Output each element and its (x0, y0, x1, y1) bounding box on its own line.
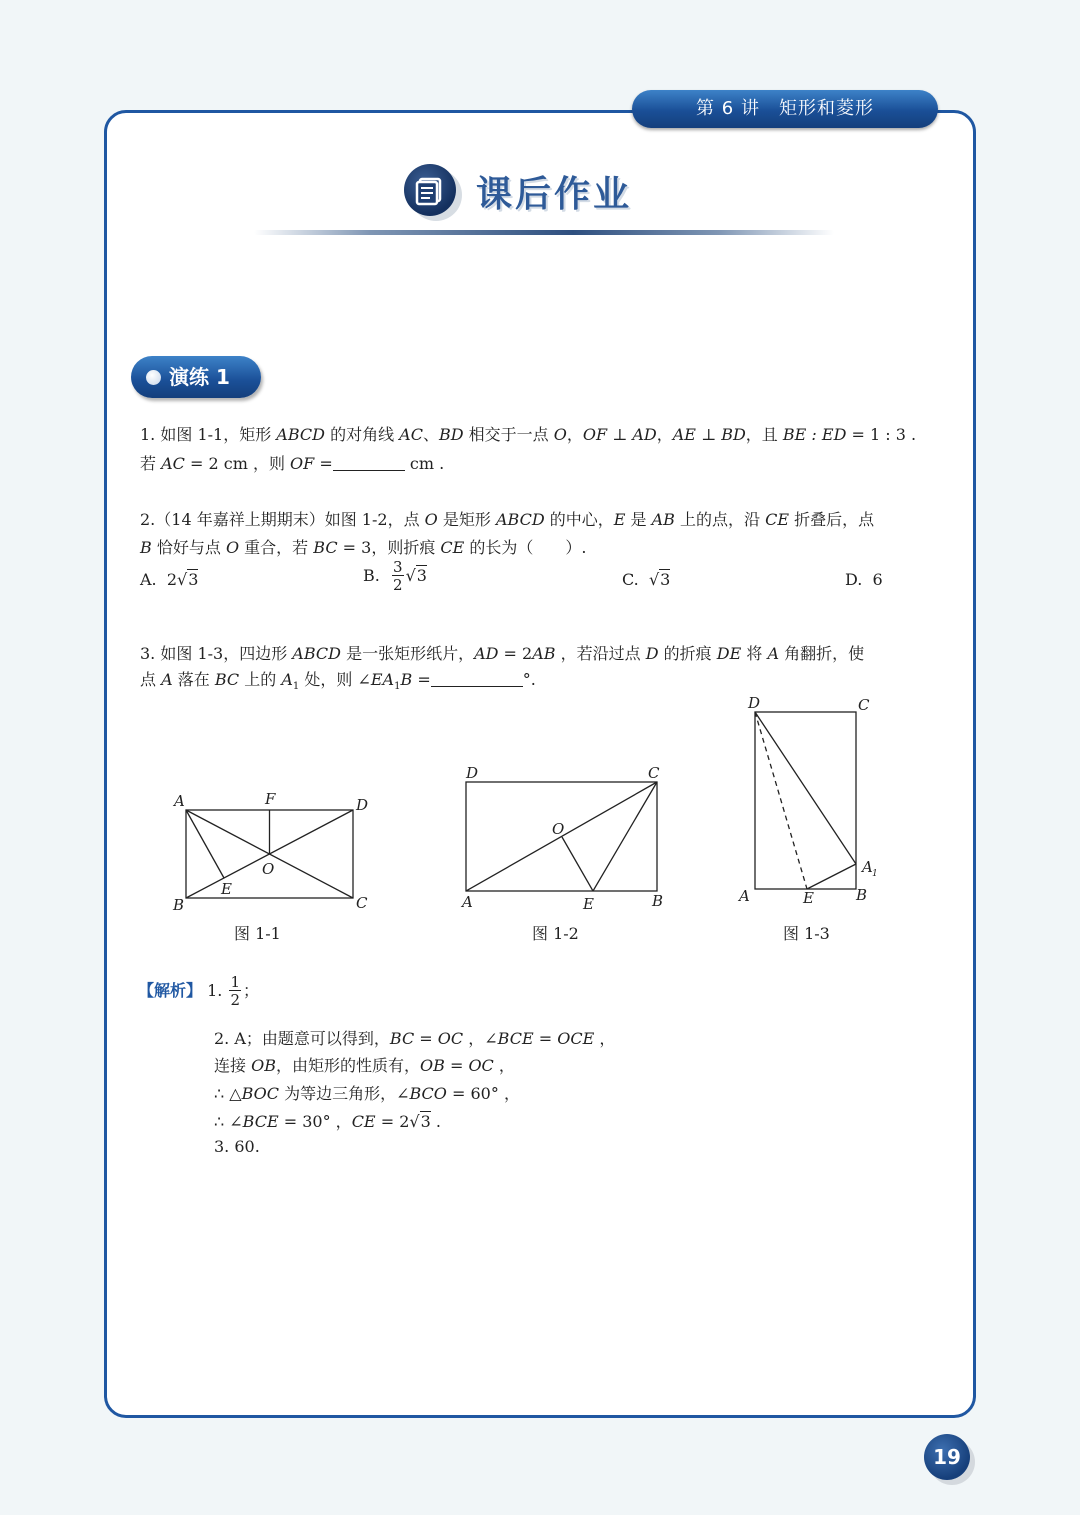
answer-text: ， (594, 1029, 616, 1048)
fig3-caption: 图 1-3 (783, 924, 830, 943)
q2-text: 恰好与点 (151, 538, 226, 557)
fig3-crease-de (755, 712, 807, 889)
q3-text: 将 (741, 644, 768, 663)
answer-text: ∴ △ (214, 1084, 242, 1103)
analysis-tag: 【解析】 (138, 981, 203, 1000)
answer-math: BC (389, 1029, 415, 1048)
q3-math: A (281, 670, 293, 689)
q1-text: = 2 cm ，则 (184, 454, 291, 473)
answer-text: = 30° ， (278, 1112, 352, 1131)
q1-math: OF (290, 454, 315, 473)
q3-text: 上的 (239, 670, 282, 689)
answer-math: BOC (241, 1084, 279, 1103)
q2-text: 是矩形 (437, 510, 496, 529)
q1-math: AC (161, 454, 185, 473)
fig3-segment-da1 (755, 712, 856, 864)
fraction-denominator: 2 (393, 576, 403, 594)
answer-math: BCO (409, 1084, 447, 1103)
fig2-label-a: A (462, 893, 473, 911)
q3-text: ，若沿过点 (555, 644, 646, 663)
option-radicand: 3 (660, 570, 671, 589)
answer-2-line4: ∴ ∠BCE = 30° ，CE = 2√3 . (214, 1112, 441, 1131)
q1-math: BE : ED (782, 425, 847, 444)
q2-option-a: A. 2√3 (140, 570, 199, 589)
q1-math: AE ⊥ BD (672, 425, 746, 444)
q2-text: 是 (625, 510, 652, 529)
q1-text: 若 (140, 454, 162, 473)
option-radicand: 3 (188, 570, 199, 589)
q3-text: = 2 (498, 644, 533, 663)
q3-math: A (767, 644, 780, 663)
q3-text: 点 (140, 670, 162, 689)
fig3-label-b: B (856, 886, 868, 904)
q2-line1 (140, 507, 874, 530)
fig3-label-a1: A (862, 858, 873, 876)
answer-math: BCE (497, 1029, 534, 1048)
q1-text: 、 (422, 425, 439, 444)
q2-math: B (140, 538, 152, 557)
answer-fraction (229, 975, 241, 1008)
answer-text: = (414, 1029, 438, 1048)
q1-text: ， (656, 425, 673, 444)
answer-3: 3. 60. (214, 1137, 260, 1156)
option-label: C. (622, 570, 639, 589)
answer-math: OB (419, 1056, 445, 1075)
answer-math: CE (351, 1112, 376, 1131)
fig2-label-o: O (552, 820, 565, 838)
q1-math: AC (399, 425, 423, 444)
q3-math: AB (532, 644, 556, 663)
answer-text: ， (493, 1056, 515, 1075)
option-label: B. (363, 566, 380, 585)
q1-text: = 1 : 3 . (846, 425, 917, 444)
book-icon (404, 164, 456, 216)
page-title: 课后作业 (476, 174, 633, 215)
option-radicand: 3 (416, 566, 427, 585)
homework-icon (404, 164, 456, 216)
q3-math: ABCD (292, 644, 341, 663)
q2-text: 的长为（ ）. (464, 538, 587, 557)
fig1-caption: 图 1-1 (234, 924, 281, 943)
fig2-label-d: D (466, 764, 479, 782)
q3-math: DE (716, 644, 742, 663)
fig3-label-a: A (739, 887, 750, 905)
q3-subscript: 1 (394, 681, 401, 693)
answer-text: = (533, 1029, 558, 1048)
fraction-numerator: 1 (230, 973, 241, 991)
homework-title-block (400, 162, 660, 222)
q3-line2 (140, 667, 536, 692)
q1-text: ， (566, 425, 583, 444)
section-label: 演练 1 (169, 365, 230, 389)
q2-text: 2.（14 年嘉祥上期期末）如图 1-2，点 (140, 510, 425, 529)
fig1-label-f: F (265, 790, 276, 808)
fig3-rectangle (755, 712, 856, 889)
fig2-label-b: B (652, 892, 664, 910)
q1-line1 (140, 422, 916, 445)
fig3-label-d: D (748, 694, 761, 712)
q3-math: D (645, 644, 659, 663)
chapter-header-tab: 第 6 讲 矩形和菱形 (632, 90, 938, 128)
q1-math: O (553, 425, 567, 444)
q2-option-c: C. √3 (622, 570, 671, 589)
answer-math: OCE (557, 1029, 595, 1048)
q1-text: 的对角线 (324, 425, 400, 444)
q1-line2 (140, 451, 444, 474)
answer-text: ； (243, 981, 260, 1000)
q1-text: = (314, 454, 333, 473)
answer-2-line3 (214, 1081, 520, 1104)
fig1-label-a: A (174, 792, 185, 810)
fig2-crease-ce (593, 782, 657, 891)
q2-text: 折叠后，点 (789, 510, 875, 529)
q3-subscript: 1 (292, 681, 300, 693)
fig1-label-e: E (221, 880, 232, 898)
fig2-segment-oe (562, 837, 593, 891)
bullet-icon (146, 370, 161, 385)
answer-text: ∴ ∠ (214, 1112, 243, 1131)
q2-option-b: B. $\frac{3}{2}$ √3 (363, 558, 427, 594)
q3-text: 3. 如图 1-3，四边形 (140, 644, 293, 663)
q3-text: 落在 (172, 670, 215, 689)
q3-math: AD (474, 644, 499, 663)
q3-math: EA (370, 670, 395, 689)
q2-text: 的中心， (544, 510, 614, 529)
fig1-label-c: C (356, 894, 368, 912)
fig1-label-b: B (173, 896, 185, 914)
q2-math: O (225, 538, 240, 557)
answer-text: 为等边三角形，∠ (279, 1084, 410, 1103)
section-tab (131, 356, 261, 398)
answer-math: OC (437, 1029, 464, 1048)
q2-math: AB (651, 510, 675, 529)
figure-1-1 (168, 788, 378, 916)
answer-text: 2. A；由题意可以得到， (214, 1029, 390, 1048)
fig3-label-e: E (803, 889, 814, 907)
q2-math: ABCD (495, 510, 545, 529)
answer-label: 1. (207, 981, 223, 1000)
answer-text: ，由矩形的性质有， (275, 1056, 420, 1075)
answer-math: OB (251, 1056, 276, 1075)
answer-2-line2 (214, 1053, 515, 1076)
answer-text: . (430, 1112, 441, 1131)
answer-1 (138, 975, 259, 1008)
q3-text: °. (522, 670, 536, 689)
q3-math: B (400, 670, 413, 689)
fig1-label-o: O (262, 860, 275, 878)
q3-math: A (161, 670, 173, 689)
fig2-label-e: E (583, 895, 594, 913)
answer-2-line1 (214, 1026, 615, 1049)
option-value: 6 (872, 570, 883, 589)
fig2-label-c: C (648, 764, 660, 782)
answer-text: = 60° ， (446, 1084, 520, 1103)
q2-math: BC (313, 538, 338, 557)
option-label: D. (845, 570, 863, 589)
q1-math: OF ⊥ AD (582, 425, 657, 444)
q3-line1 (140, 641, 864, 664)
q1-text: cm . (404, 454, 445, 473)
q1-text: ，且 (745, 425, 783, 444)
q3-text: 处，则 ∠ (299, 670, 371, 689)
q3-text: 是一张矩形纸片， (340, 644, 475, 663)
option-label: A. (140, 570, 157, 589)
fraction-denominator: 2 (230, 991, 241, 1009)
q3-math: BC (214, 670, 240, 689)
answer-text: = 2 (375, 1112, 410, 1131)
answer-math: BCE (242, 1112, 279, 1131)
fig3-segment-a1e (807, 864, 856, 889)
fraction-numerator: 3 (393, 558, 403, 576)
q2-math: E (613, 510, 626, 529)
answer-text: 连接 (214, 1056, 252, 1075)
q1-text: 1. 如图 1-1，矩形 (140, 425, 277, 444)
title-divider (254, 230, 834, 235)
page-number: 19 (924, 1434, 970, 1480)
answer-radicand: 3 (420, 1112, 431, 1131)
q2-option-d (845, 570, 883, 589)
answer-text: = (444, 1056, 469, 1075)
q2-math: CE (440, 538, 465, 557)
q2-text: = 3，则折痕 (337, 538, 441, 557)
q3-text: = (412, 670, 431, 689)
q1-math: BD (438, 425, 464, 444)
fig1-label-d: D (356, 796, 369, 814)
answer-math: OC (468, 1056, 494, 1075)
option-fraction (392, 560, 404, 593)
figure-1-3 (734, 692, 884, 910)
answer-text: ，∠ (463, 1029, 498, 1048)
fig3-label-c: C (858, 696, 870, 714)
q2-line2 (140, 535, 587, 558)
q1-text: 相交于一点 (463, 425, 554, 444)
answer-blank (431, 672, 523, 687)
q3-text: 的折痕 (658, 644, 717, 663)
q3-text: 角翻折，使 (779, 644, 865, 663)
q2-math: O (424, 510, 438, 529)
fig3-label-a1-subscript: 1 (872, 869, 878, 879)
figure-1-2 (452, 760, 676, 914)
answer-blank (333, 456, 405, 471)
q1-math: ABCD (276, 425, 325, 444)
q2-text: 上的点，沿 (674, 510, 766, 529)
q2-math: CE (765, 510, 790, 529)
fig2-caption: 图 1-2 (532, 924, 579, 943)
option-value: 2 (166, 570, 177, 589)
q2-text: 重合，若 (239, 538, 314, 557)
